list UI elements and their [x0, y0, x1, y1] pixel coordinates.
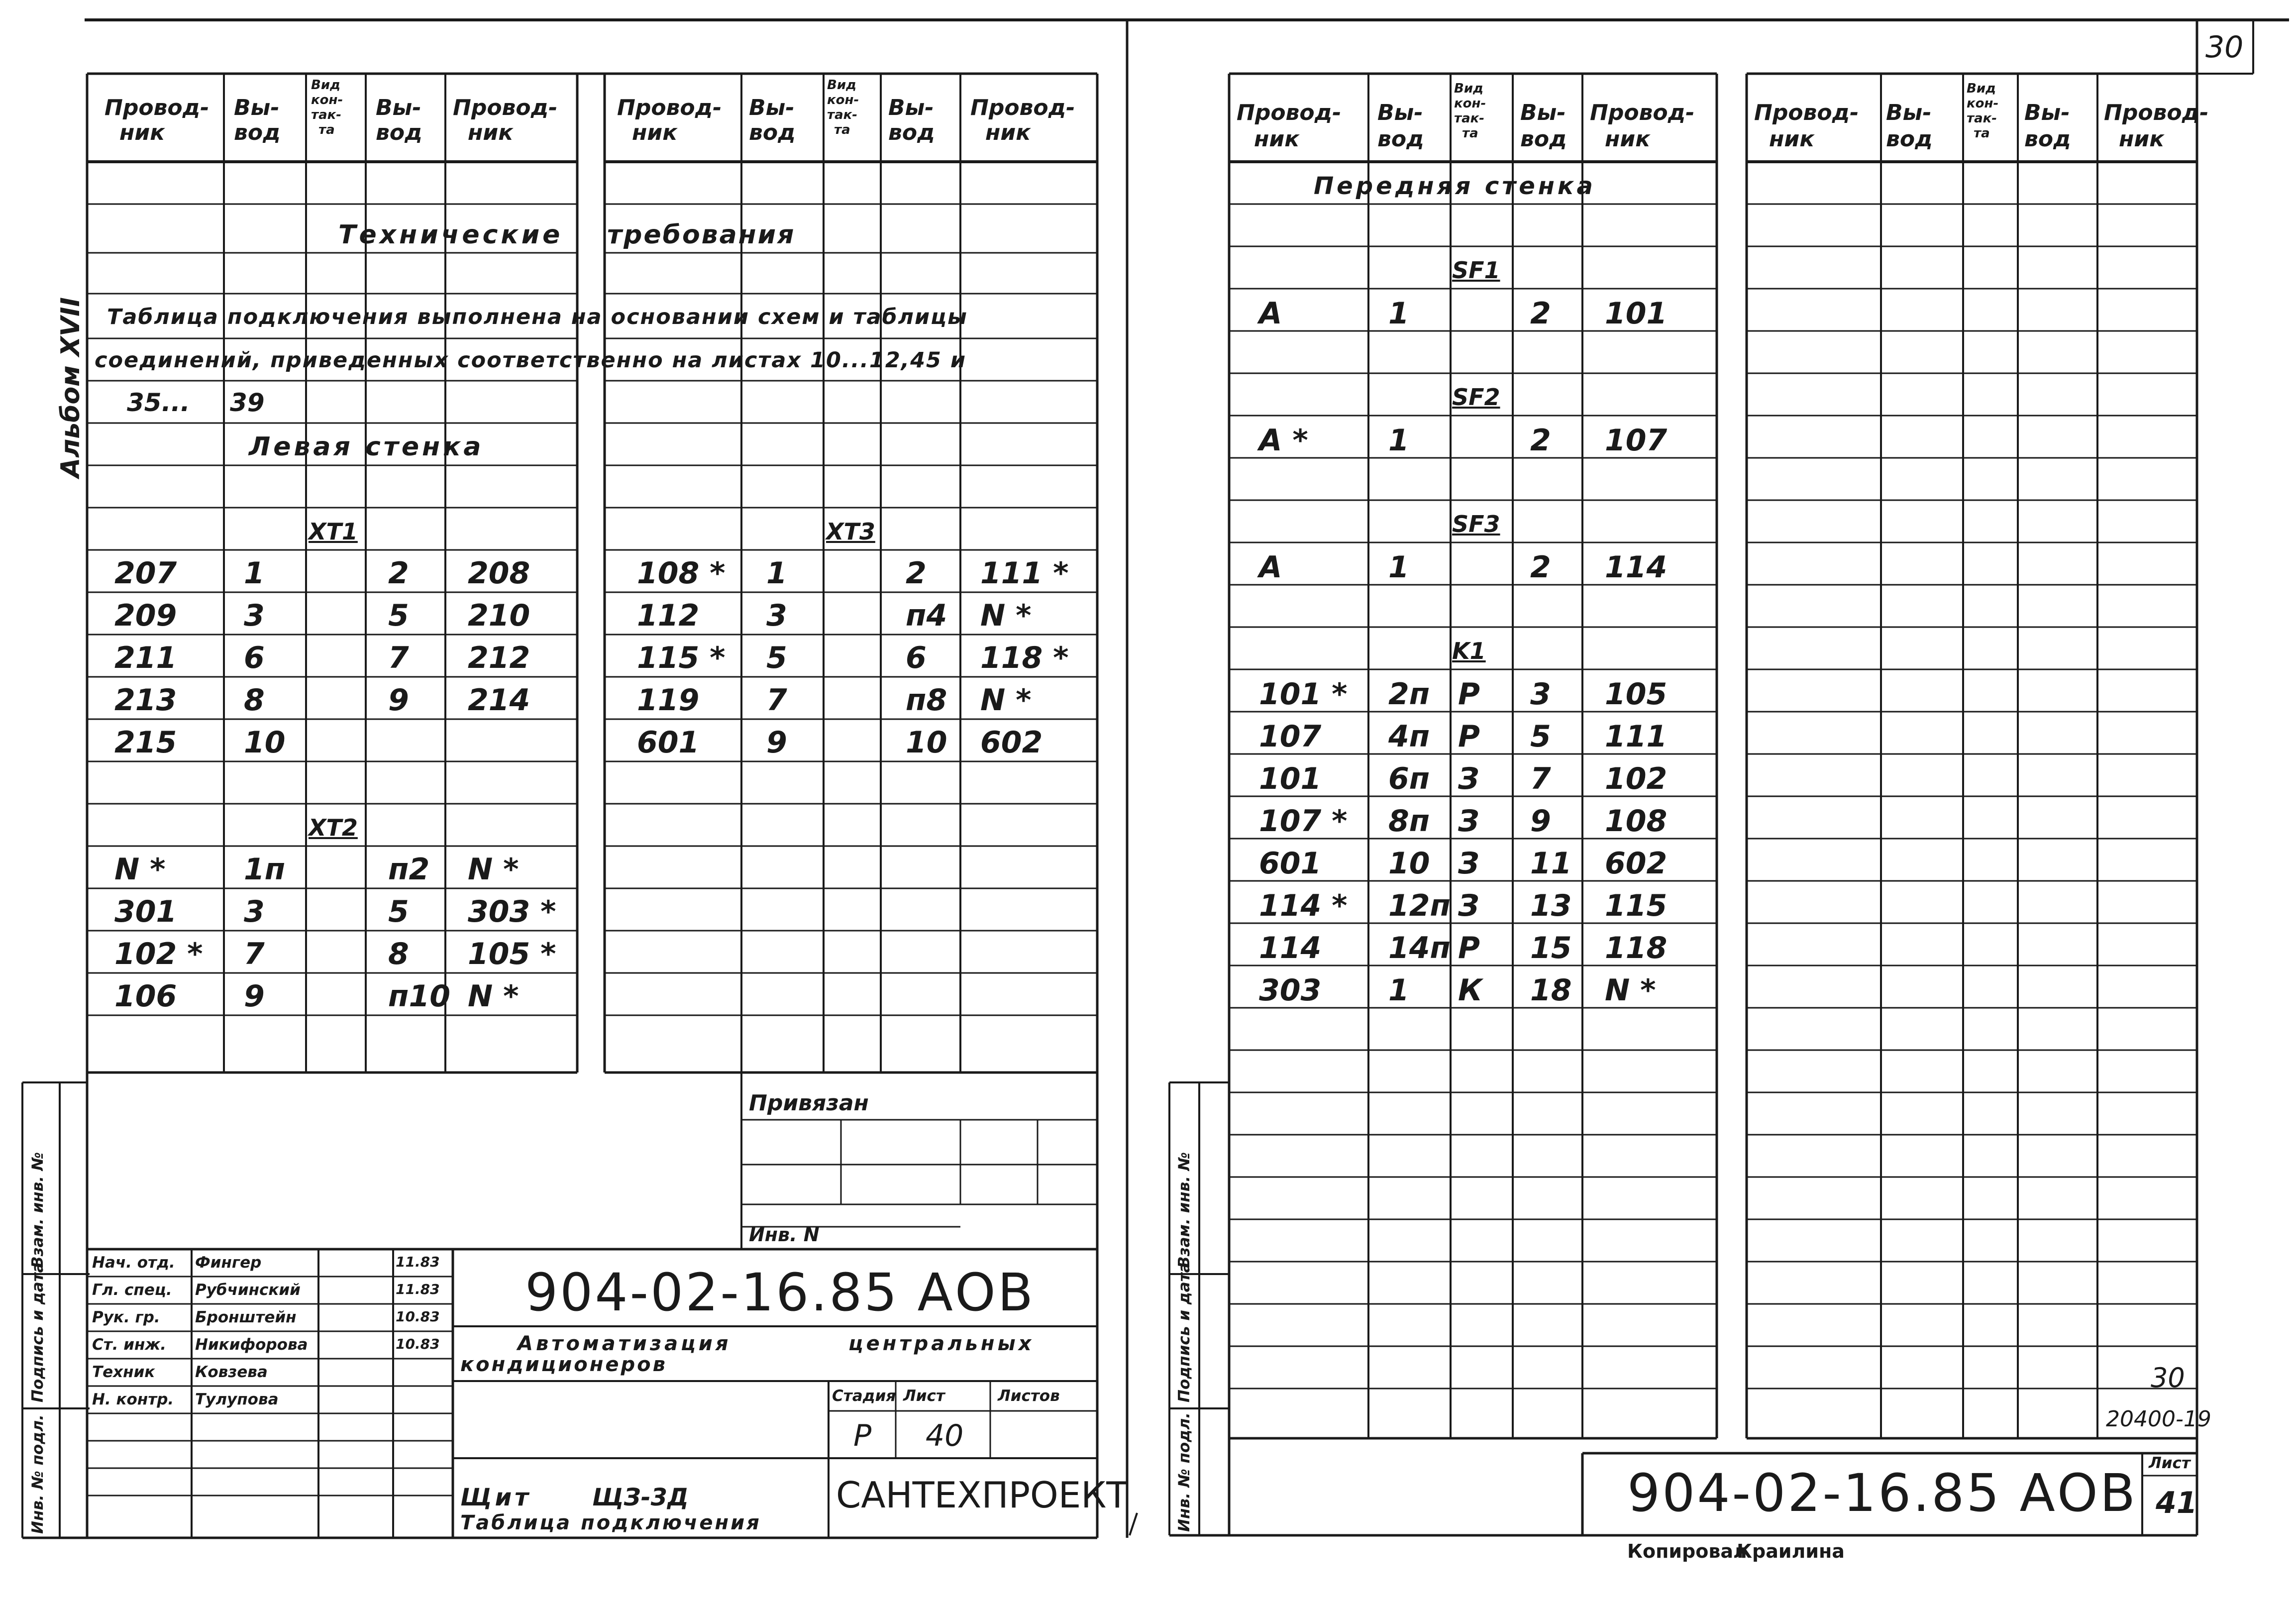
k1-row-cell: 6п [1388, 761, 1430, 796]
stage-value: Р [853, 1418, 872, 1453]
xt1-row-cell: 215 [114, 725, 177, 760]
device-label-k1: K1 [1452, 638, 1486, 664]
k1-row-cell: З [1458, 888, 1479, 923]
tech-requirements-heading: требования [607, 220, 796, 250]
copier-name: Краилина [1737, 1540, 1845, 1562]
k1-row-cell: К [1458, 973, 1483, 1008]
header-wire: Провод- [1754, 100, 1859, 125]
xt3-row-cell: 111 * [980, 556, 1069, 591]
k1-row-cell: 18 [1530, 973, 1572, 1008]
xt3-row-cell: п4 [906, 598, 947, 633]
note-line: Таблица подключения выполнена на основании схем и таблицы [107, 305, 968, 329]
xt1-row-cell: 211 [114, 641, 177, 675]
xt3-row-cell: 1 [766, 556, 787, 591]
k1-row-cell: 303 [1259, 973, 1322, 1008]
header-wire: ник [1254, 126, 1300, 152]
header-pin: вод [1520, 126, 1567, 152]
xt2-row-cell: 8 [388, 937, 409, 971]
header-wire: Провод- [1590, 100, 1695, 125]
header-pin: вод [234, 120, 281, 145]
signature-name: Ковзева [195, 1363, 268, 1381]
panel-name: ЩЗ-3Д [592, 1484, 689, 1511]
xt1-row-cell: 207 [114, 556, 177, 591]
note-line: 39 [230, 388, 265, 417]
xt1-row-cell: 213 [114, 683, 177, 718]
section-title-front-wall: Передняя стенка [1314, 172, 1596, 200]
header-contact: кон- [1967, 96, 1999, 111]
header-wire: Провод- [970, 95, 1075, 120]
inventory-label: Инв. N [749, 1224, 820, 1246]
xt2-row-cell: N * [468, 852, 519, 887]
header-contact: кон- [1454, 96, 1486, 111]
k1-row-cell: 114 [1259, 931, 1322, 965]
header-contact: та [834, 122, 850, 137]
stage-header: Стадия [832, 1387, 896, 1405]
header-contact: кон- [827, 93, 859, 107]
signature-role: Нач. отд. [92, 1254, 175, 1272]
xt1-row-cell: 5 [388, 598, 409, 633]
header-wire: Провод- [2104, 100, 2209, 125]
sf3-row-cell: 1 [1388, 550, 1409, 585]
document-code: 904-02-16.85 АОВ [1627, 1463, 2138, 1523]
k1-row-cell: 4п [1388, 719, 1430, 754]
sf2-row-cell: 107 [1605, 423, 1668, 458]
xt2-row-cell: 7 [244, 937, 265, 971]
panel-name: Щит [460, 1484, 532, 1511]
sf1-row-cell: A [1259, 296, 1282, 331]
terminal-label-xt1: XT1 [309, 518, 358, 545]
header-contact: так- [827, 107, 858, 122]
k1-row-cell: 602 [1605, 846, 1668, 881]
strip-label-inv-no: Инв. № подл. [29, 1414, 47, 1534]
header-contact: так- [311, 107, 342, 122]
signature-date: 10.83 [396, 1308, 440, 1325]
header-pin: Вы- [888, 95, 934, 120]
header-contact: Вид [1454, 81, 1484, 96]
header-contact: Вид [827, 78, 857, 93]
xt3-row-cell: 3 [766, 598, 787, 633]
device-label-sf3: SF3 [1452, 511, 1500, 537]
sheet-header: Лист [2149, 1454, 2191, 1472]
sf3-row-cell: A [1259, 550, 1282, 585]
device-label-sf2: SF2 [1452, 384, 1500, 411]
document-code: 904-02-16.85 АОВ [525, 1262, 1036, 1323]
xt2-row-cell: 5 [388, 894, 409, 929]
attached-label: Привязан [749, 1090, 869, 1116]
xt2-row-cell: 102 * [114, 937, 203, 971]
xt1-row-cell: 3 [244, 598, 265, 633]
header-pin: Вы- [749, 95, 795, 120]
sheet-header: Лист [903, 1387, 945, 1405]
device-label-sf1: SF1 [1452, 257, 1500, 284]
strip-label-inv-no: Инв. № подл. [1175, 1412, 1193, 1532]
k1-row-cell: 115 [1605, 888, 1668, 923]
header-wire: ник [985, 120, 1031, 145]
header-contact: та [318, 122, 335, 137]
header-pin: Вы- [1377, 100, 1423, 125]
xt3-row-cell: 108 * [637, 556, 726, 591]
signature-name: Рубчинский [195, 1281, 301, 1299]
xt3-row-cell: 118 * [980, 641, 1069, 675]
header-pin: Вы- [234, 95, 280, 120]
signature-role: Н. контр. [92, 1391, 174, 1408]
header-pin: Вы- [1886, 100, 1932, 125]
xt2-row-cell: 106 [114, 979, 177, 1014]
k1-row-cell: 114 * [1259, 888, 1348, 923]
k1-row-cell: 12п [1388, 888, 1451, 923]
sf1-row-cell: 2 [1530, 296, 1551, 331]
header-pin: вод [888, 120, 935, 145]
k1-row-cell: 107 * [1259, 804, 1348, 839]
signature-name: Бронштейн [195, 1308, 297, 1326]
k1-row-cell: 7 [1530, 761, 1551, 796]
xt1-row-cell: 8 [244, 683, 265, 718]
xt1-row-cell: 212 [468, 641, 530, 675]
header-wire: ник [119, 120, 165, 145]
k1-row-cell: 5 [1530, 719, 1551, 754]
xt2-row-cell: 303 * [468, 894, 556, 929]
organization-name: САНТЕХПРОЕКТ [836, 1474, 1129, 1516]
header-contact: так- [1967, 111, 1997, 126]
section-title-left-wall: Левая стенка [249, 432, 484, 462]
xt2-row-cell: 3 [244, 894, 265, 929]
signature-name: Тулупова [195, 1391, 279, 1408]
header-contact: та [1462, 126, 1478, 141]
k1-row-cell: З [1458, 846, 1479, 881]
header-contact: так- [1454, 111, 1485, 126]
header-pin: вод [1886, 126, 1933, 152]
strip-label-replaced-inv: Взам. инв. № [1175, 1152, 1193, 1268]
k1-row-cell: Р [1458, 677, 1480, 712]
signature-role: Техник [92, 1363, 155, 1381]
xt3-row-cell: N * [980, 683, 1032, 718]
xt3-row-cell: 10 [906, 725, 947, 760]
tech-requirements-heading: Технические [338, 220, 563, 250]
sf1-row-cell: 1 [1388, 296, 1409, 331]
k1-row-cell: 2п [1388, 677, 1430, 712]
header-contact: кон- [311, 93, 343, 107]
signature-date: 11.83 [396, 1281, 440, 1297]
album-label: Альбом XVII [56, 297, 86, 478]
format-number: 30 [2151, 1362, 2185, 1393]
sf3-row-cell: 114 [1605, 550, 1668, 585]
xt2-row-cell: N * [114, 852, 166, 887]
xt3-row-cell: 9 [766, 725, 787, 760]
xt2-row-cell: 301 [114, 894, 177, 929]
k1-row-cell: 111 [1605, 719, 1668, 754]
xt2-row-cell: п10 [388, 979, 450, 1014]
k1-row-cell: 3 [1530, 677, 1551, 712]
header-contact: Вид [1967, 81, 1996, 96]
k1-row-cell: 1 [1388, 973, 1409, 1008]
sf1-row-cell: 101 [1605, 296, 1668, 331]
k1-row-cell: 101 * [1259, 677, 1348, 712]
header-wire: ник [1605, 126, 1651, 152]
header-pin: вод [2024, 126, 2071, 152]
xt2-row-cell: 105 * [468, 937, 556, 971]
header-pin: вод [376, 120, 422, 145]
header-wire: ник [632, 120, 678, 145]
header-pin: Вы- [1520, 100, 1566, 125]
k1-row-cell: Р [1458, 719, 1480, 754]
header-contact: та [1974, 126, 1990, 141]
k1-row-cell: Р [1458, 931, 1480, 965]
header-wire: ник [1769, 126, 1815, 152]
xt2-row-cell: 1п [244, 852, 286, 887]
k1-row-cell: 13 [1530, 888, 1572, 923]
k1-row-cell: 101 [1259, 761, 1322, 796]
k1-row-cell: 108 [1605, 804, 1668, 839]
header-wire: Провод- [1237, 100, 1342, 125]
signature-date: 11.83 [396, 1254, 440, 1270]
header-contact: Вид [311, 78, 341, 93]
copied-by-label: Копировал [1627, 1540, 1747, 1562]
header-pin: вод [749, 120, 796, 145]
sheets-header: Листов [998, 1387, 1060, 1405]
xt2-row-cell: N * [468, 979, 519, 1014]
k1-row-cell: 8п [1388, 804, 1430, 839]
header-wire: ник [2119, 126, 2165, 152]
archive-number: 20400-19 [2106, 1406, 2211, 1432]
xt1-row-cell: 209 [114, 598, 177, 633]
k1-row-cell: 11 [1530, 846, 1572, 881]
xt3-row-cell: п8 [906, 683, 947, 718]
panel-subtitle: Таблица подключения [460, 1511, 761, 1534]
xt3-row-cell: 602 [980, 725, 1043, 760]
xt1-row-cell: 210 [468, 598, 530, 633]
k1-row-cell: 105 [1605, 677, 1668, 712]
sf2-row-cell: 2 [1530, 423, 1551, 458]
xt3-row-cell: 112 [637, 598, 700, 633]
xt3-row-cell: 2 [906, 556, 927, 591]
k1-row-cell: 15 [1530, 931, 1572, 965]
xt1-row-cell: 9 [388, 683, 409, 718]
k1-row-cell: 107 [1259, 719, 1322, 754]
signature-date: 10.83 [396, 1336, 440, 1352]
signature-name: Никифорова [195, 1336, 308, 1354]
k1-row-cell: 9 [1530, 804, 1551, 839]
header-wire: ник [468, 120, 514, 145]
xt3-row-cell: 5 [766, 641, 787, 675]
note-line: 35... [127, 388, 190, 417]
k1-row-cell: 10 [1388, 846, 1430, 881]
xt3-row-cell: 7 [766, 683, 787, 718]
xt2-row-cell: 9 [244, 979, 265, 1014]
title-text: Автоматизация [518, 1332, 731, 1355]
title-text: кондиционеров [460, 1353, 667, 1376]
xt1-row-cell: 6 [244, 641, 265, 675]
strip-label-signature-date: Подпись и дата [29, 1262, 47, 1402]
signature-name: Фингер [195, 1254, 262, 1272]
header-pin: Вы- [2024, 100, 2070, 125]
xt2-row-cell: п2 [388, 852, 430, 887]
signature-role: Гл. спец. [92, 1281, 172, 1299]
signature-role: Рук. гр. [92, 1308, 160, 1326]
xt1-row-cell: 1 [244, 556, 265, 591]
xt3-row-cell: 601 [637, 725, 700, 760]
strip-label-replaced-inv: Взам. инв. № [29, 1152, 47, 1268]
xt1-row-cell: 2 [388, 556, 409, 591]
xt1-row-cell: 7 [388, 641, 409, 675]
xt3-row-cell: 115 * [637, 641, 726, 675]
signature-role: Ст. инж. [92, 1336, 167, 1354]
header-wire: Провод- [104, 95, 209, 120]
sf3-row-cell: 2 [1530, 550, 1551, 585]
xt1-row-cell: 208 [468, 556, 530, 591]
terminal-label-xt3: XT3 [826, 518, 875, 545]
terminal-label-xt2: XT2 [309, 814, 358, 841]
k1-row-cell: З [1458, 761, 1479, 796]
k1-row-cell: N * [1605, 973, 1656, 1008]
k1-row-cell: 102 [1605, 761, 1668, 796]
xt1-row-cell: 214 [468, 683, 530, 718]
xt3-row-cell: 6 [906, 641, 927, 675]
xt3-row-cell: N * [980, 598, 1032, 633]
title-text: центральных [848, 1332, 1035, 1355]
note-line: соединений, приведенных соответственно на листах 10...12,45 и [95, 348, 967, 373]
sf2-row-cell: 1 [1388, 423, 1409, 458]
xt1-row-cell: 10 [244, 725, 286, 760]
xt3-row-cell: 119 [637, 683, 700, 718]
header-pin: Вы- [376, 95, 421, 120]
sheet-number: 40 [926, 1418, 964, 1453]
k1-row-cell: 118 [1605, 931, 1668, 965]
page-number: 30 [2205, 30, 2244, 65]
header-wire: Провод- [617, 95, 722, 120]
k1-row-cell: З [1458, 804, 1479, 839]
header-pin: вод [1377, 126, 1424, 152]
strip-label-signature-date: Подпись и дата [1175, 1262, 1193, 1402]
header-wire: Провод- [453, 95, 558, 120]
sheet-number: 41 [2156, 1486, 2197, 1520]
k1-row-cell: 601 [1259, 846, 1322, 881]
k1-row-cell: 14п [1388, 931, 1451, 965]
sf2-row-cell: A * [1259, 423, 1308, 458]
